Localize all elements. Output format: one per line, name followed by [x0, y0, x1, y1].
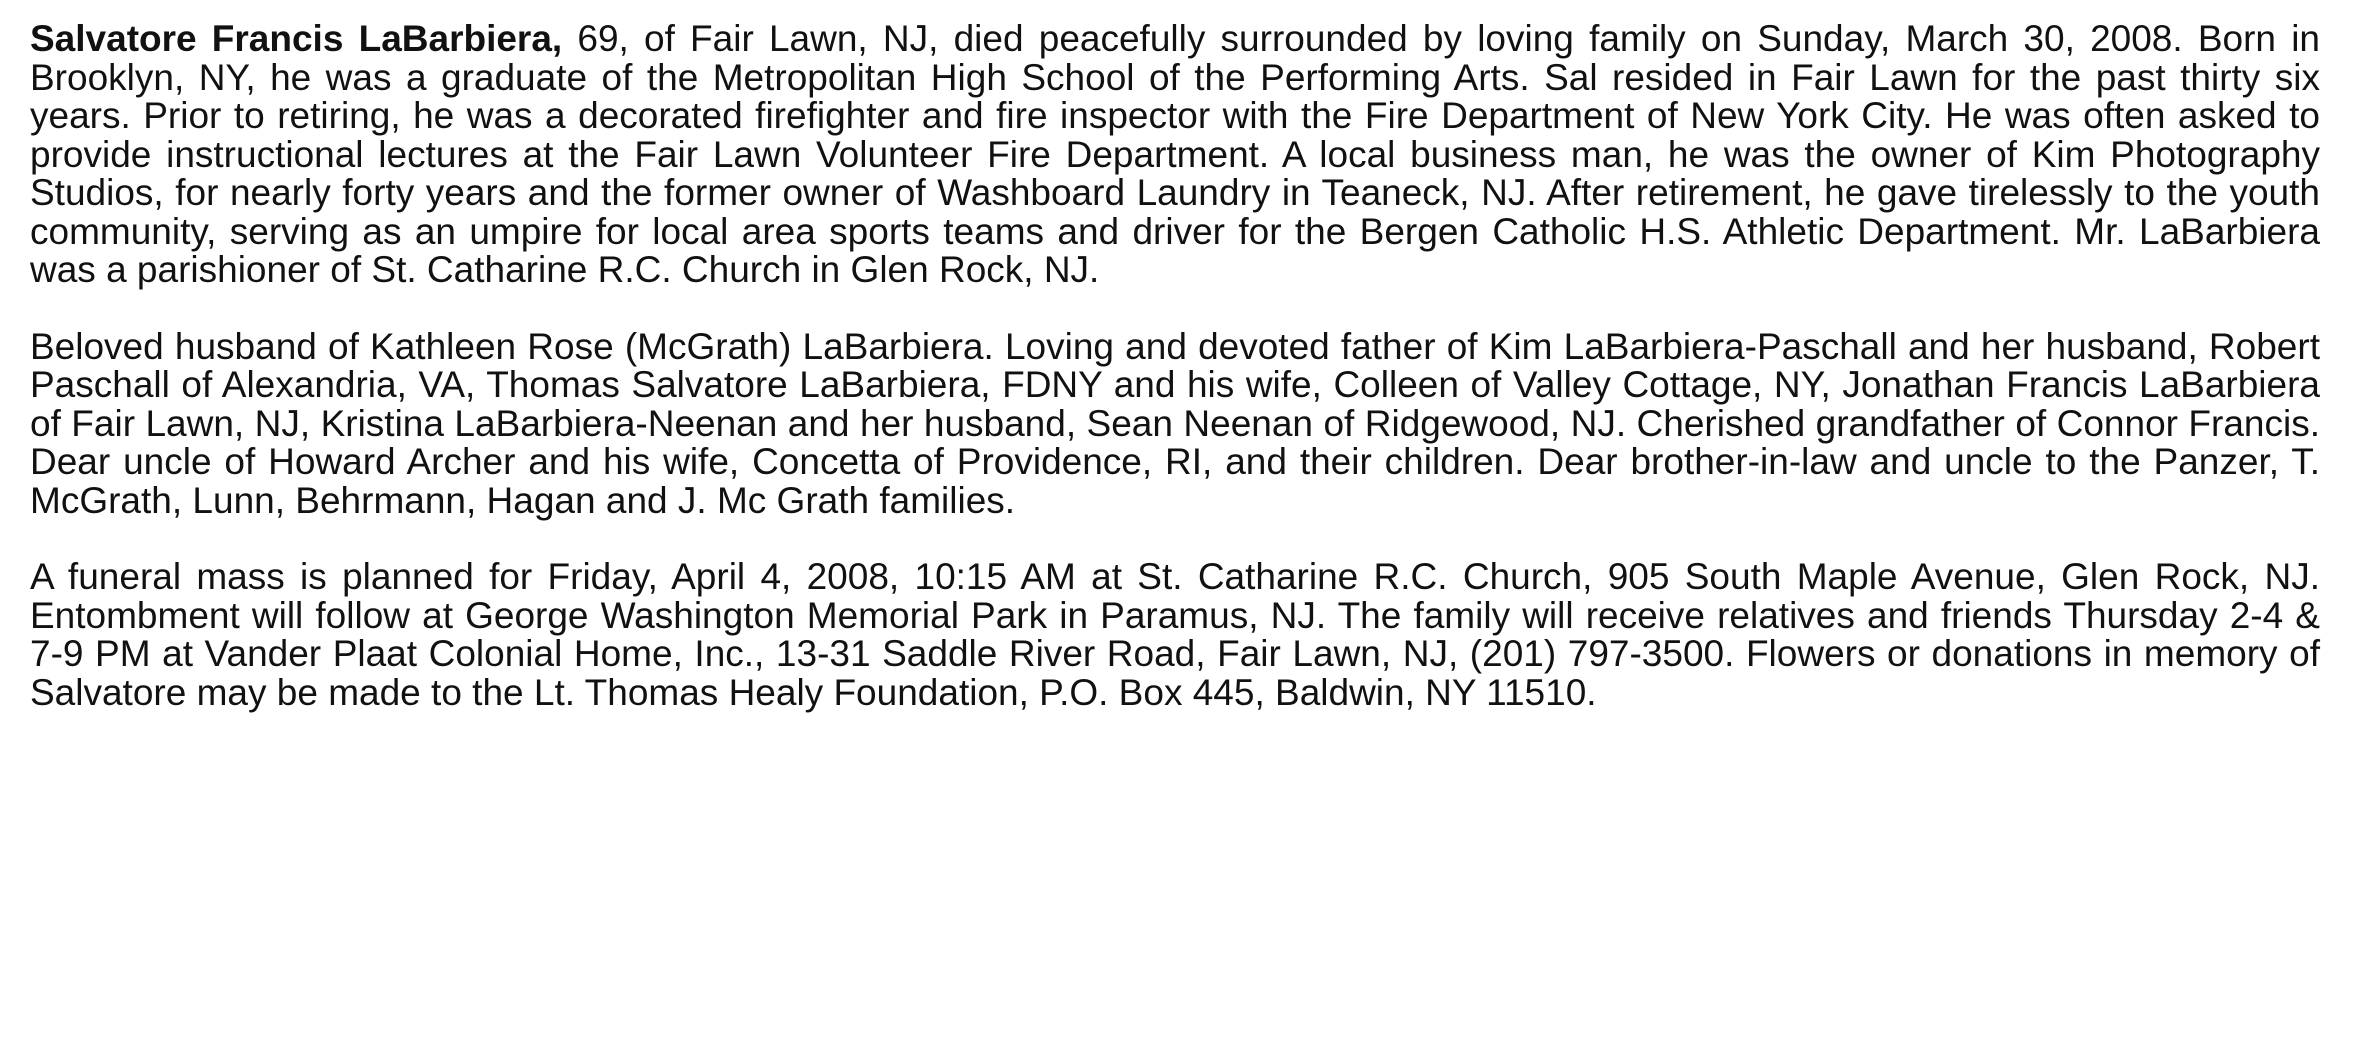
obituary-paragraph-family: Beloved husband of Kathleen Rose (McGrath) LaBarbiera. Loving and devoted father of Kim LaBarbiera-Paschall and her husband, Robert Paschall of Alexandria, VA, Thomas Salvatore LaBarbiera, FDNY and his wife, Colleen of Valley Cottage, NY, Jonathan Francis LaBarbiera of Fair Lawn, NJ, Kristina LaBarbiera-Neenan and her husband, Sean Neenan of Ridgewood, NJ. Cherished grandfather of Connor Francis. Dear uncle of Howard Archer and his wife, Concetta of Providence, RI, and their children. Dear brother-in-law and uncle to the Panzer, T. McGrath, Lunn, Behrmann, Hagan and J. Mc Grath families.: [30, 325, 2320, 521]
deceased-name: Salvatore Francis LaBarbiera,: [30, 18, 563, 59]
biography-text: 69, of Fair Lawn, NJ, died peacefully surrounded by loving family on Sunday, March 30, 2008. Born in Brooklyn, NY, he was a graduate of the Metropolitan High School of the Performing Arts. Sal resided in Fair Lawn for the past thirty six years. Prior to retiring, he was a decorated firefighter and fire inspector with the Fire Department of New York City. He was often asked to provide instructional lectures at the Fair Lawn Volunteer Fire Department. A local business man, he was the owner of Kim Photography Studios, for nearly forty years and the former owner of Washboard Laundry in Teaneck, NJ. After retirement, he gave tirelessly to the youth community, serving as an umpire for local area sports teams and driver for the Bergen Catholic H.S. Athletic Department. Mr. LaBarbiera was a parishioner of St. Catharine R.C. Church in Glen Rock, NJ.: [30, 18, 2320, 290]
obituary-document: [30, 20, 2320, 712]
obituary-paragraph-services: A funeral mass is planned for Friday, April 4, 2008, 10:15 AM at St. Catharine R.C. Church, 905 South Maple Avenue, Glen Rock, NJ. Entombment will follow at George Washington Memorial Park in Paramus, NJ. The family will receive relatives and friends Thursday 2-4 & 7-9 PM at Vander Plaat Colonial Home, Inc., 13-31 Saddle River Road, Fair Lawn, NJ, (201) 797-3500. Flowers or donations in memory of Salvatore may be made to the Lt. Thomas Healy Foundation, P.O. Box 445, Baldwin, NY 11510.: [30, 556, 2320, 713]
obituary-paragraph-biography: [30, 20, 2320, 290]
